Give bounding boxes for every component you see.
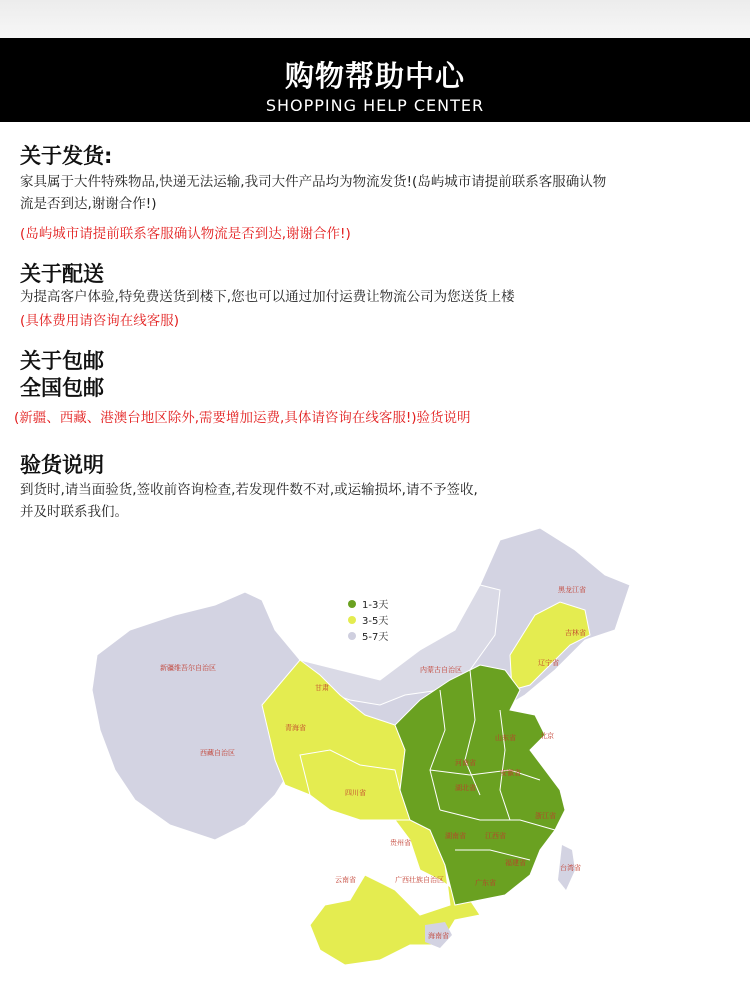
label-shandong: 山东省 bbox=[495, 734, 516, 742]
delivery-text: 为提高客户体验,特免费送货到楼下,您也可以通过加付运费让物流公司为您送货上楼 bbox=[20, 289, 515, 305]
shipping-text-line-2: 流是否到达,谢谢合作!) bbox=[20, 196, 157, 212]
label-guangxi: 广西壮族自治区 bbox=[395, 876, 444, 884]
label-guizhou: 贵州省 bbox=[390, 839, 411, 847]
delivery-note: (具体费用请咨询在线客服) bbox=[20, 313, 180, 329]
delivery-time-map bbox=[0, 520, 750, 997]
label-inner-mongolia: 内蒙古自治区 bbox=[420, 666, 462, 674]
shipping-text-line-1: 家具属于大件特殊物品,快递无法运输,我司大件产品均为物流发货!(岛屿城市请提前联系客服确认物 bbox=[20, 174, 607, 190]
label-jilin: 吉林省 bbox=[565, 629, 586, 637]
label-guangdong: 广东省 bbox=[475, 879, 496, 887]
legend-dot-green bbox=[348, 600, 356, 608]
label-anhui: 安徽省 bbox=[500, 769, 521, 777]
label-fujian: 福建省 bbox=[505, 859, 526, 867]
label-gansu: 甘肃 bbox=[315, 684, 329, 692]
label-hubei: 湖北省 bbox=[455, 784, 476, 792]
label-liaoning: 辽宁省 bbox=[538, 659, 559, 667]
label-zhejiang: 浙江省 bbox=[535, 812, 556, 820]
shipping-note: (岛屿城市请提前联系客服确认物流是否到达,谢谢合作!) bbox=[20, 226, 351, 242]
label-jiangxi: 江西省 bbox=[485, 832, 506, 840]
page-subtitle: SHOPPING HELP CENTER bbox=[265, 96, 485, 115]
label-yunnan: 云南省 bbox=[335, 876, 356, 884]
inspection-text-line-2: 并及时联系我们。 bbox=[20, 504, 128, 520]
legend-label-5-7: 5-7天 bbox=[362, 632, 389, 643]
label-taiwan: 台湾省 bbox=[560, 864, 581, 872]
label-hunan: 湖南省 bbox=[445, 832, 466, 840]
legend-dot-yellow bbox=[348, 616, 356, 624]
legend-dot-grey bbox=[348, 632, 356, 640]
inspection-heading: 验货说明 bbox=[20, 453, 104, 477]
free-shipping-subheading: 全国包邮 bbox=[20, 376, 104, 400]
label-beijing: 北京 bbox=[540, 732, 554, 740]
legend-label-1-3: 1-3天 bbox=[362, 600, 389, 611]
free-shipping-note: (新疆、西藏、港澳台地区除外,需要增加运费,具体请咨询在线客服!)验货说明 bbox=[14, 410, 471, 426]
inspection-text-line-1: 到货时,请当面验货,签收前咨询检查,若发现件数不对,或运输损坏,请不予签收, bbox=[20, 482, 478, 498]
label-sichuan: 四川省 bbox=[345, 789, 366, 797]
legend-label-3-5: 3-5天 bbox=[362, 616, 389, 627]
china-map bbox=[0, 520, 750, 997]
label-heilongjiang: 黑龙江省 bbox=[558, 586, 586, 594]
free-shipping-heading: 关于包邮 bbox=[20, 349, 104, 373]
delivery-heading: 关于配送 bbox=[20, 262, 104, 286]
page-title: 购物帮助中心 bbox=[284, 59, 465, 93]
label-henan: 河南省 bbox=[455, 759, 476, 767]
top-spacer bbox=[0, 0, 750, 38]
label-tibet: 西藏自治区 bbox=[200, 749, 235, 757]
header-banner bbox=[0, 38, 750, 122]
label-hainan: 海南省 bbox=[428, 932, 449, 940]
label-xinjiang: 新疆维吾尔自治区 bbox=[160, 664, 216, 672]
map-legend bbox=[348, 599, 388, 643]
shipping-heading: 关于发货: bbox=[20, 144, 113, 168]
label-qinghai: 青海省 bbox=[285, 724, 306, 732]
